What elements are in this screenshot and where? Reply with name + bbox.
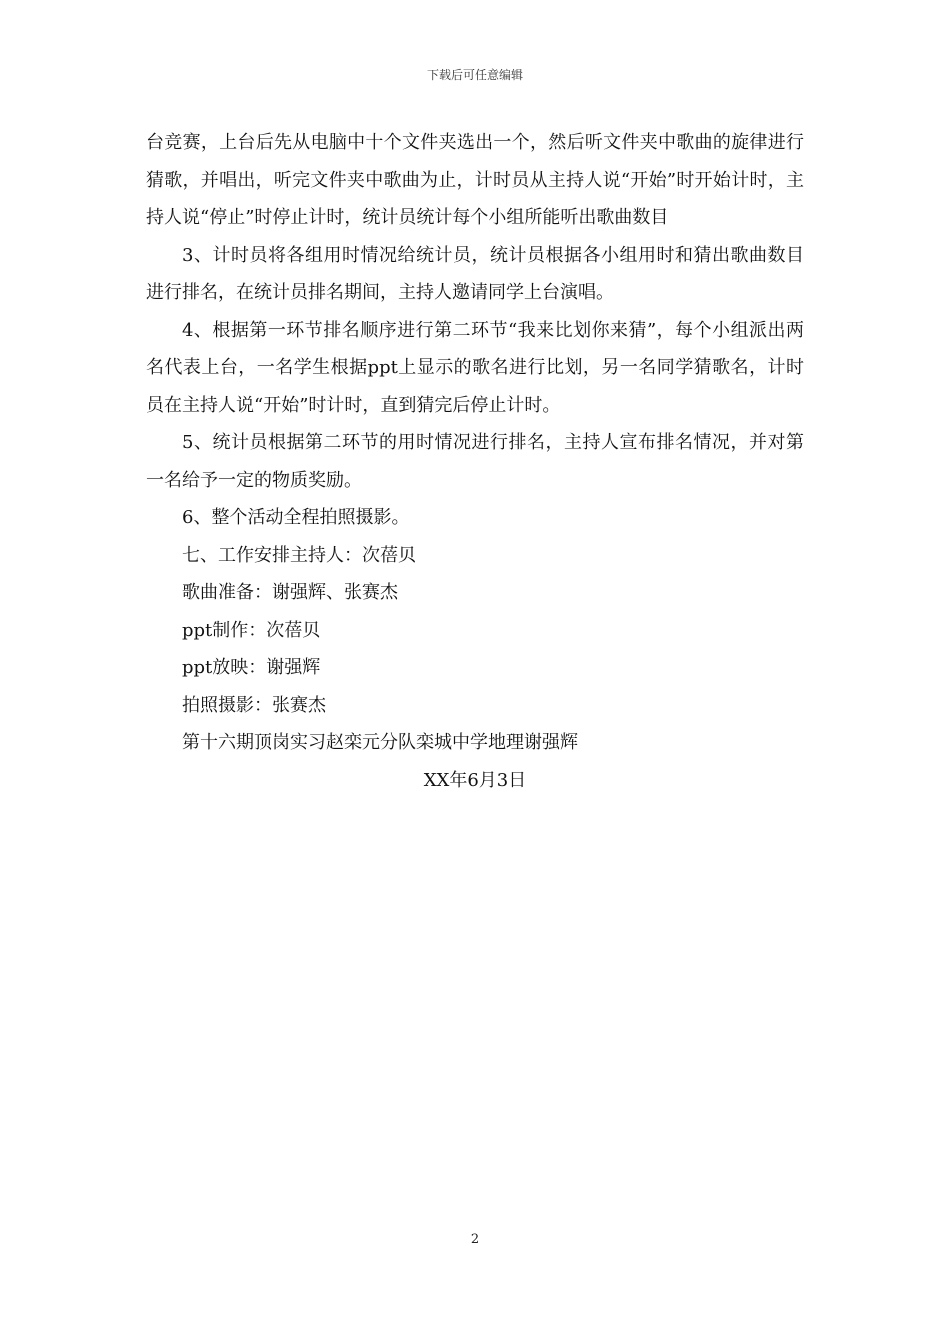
date-line: XX年6月3日 bbox=[423, 769, 527, 791]
section-work-arrangement: 七、工作安排主持人：次蓓贝 bbox=[182, 544, 416, 566]
line-ppt-playback: ppt放映：谢强辉 bbox=[182, 657, 321, 678]
paragraph-step-6: 6、整个活动全程拍照摄影。 bbox=[182, 507, 410, 528]
page-header: 下载后可任意编辑 bbox=[426, 68, 523, 82]
page-number: 2 bbox=[470, 1232, 480, 1247]
signature-line: 第十六期顶岗实习赵栾元分队栾城中学地理谢强辉 bbox=[182, 732, 578, 753]
paragraph-step-3: 3、计时员将各组用时情况给统计员，统计员根据各小组用时和猜出歌曲数目进行排名，在统计员排名期间，主持人邀请同学上台演唱。 bbox=[146, 244, 804, 303]
document-body bbox=[146, 124, 804, 799]
line-ppt-production: ppt制作：次蓓贝 bbox=[182, 619, 321, 641]
line-photography: 拍照摄影：张赛杰 bbox=[182, 694, 326, 716]
paragraph-step-4: 4、根据第一环节排名顺序进行第二环节“我来比划你来猜”，每个小组派出两名代表上台，一名学生根据ppt上显示的歌名进行比划，另一名同学猜歌名，计时员在主持人说“开始”时计时，直到猜完后停止计时。 bbox=[146, 319, 804, 416]
paragraph-step-5: 5、统计员根据第二环节的用时情况进行排名，主持人宣布排名情况，并对第一名给予一定的物质奖励。 bbox=[146, 432, 804, 491]
paragraph-continuation: 台竞赛，上台后先从电脑中十个文件夹选出一个，然后听文件夹中歌曲的旋律进行猜歌，并唱出，听完文件夹中歌曲为止，计时员从主持人说“开始”时开始计时，主持人说“停止”时停止计时，统计员统计每个小组所能听出歌曲数目 bbox=[146, 132, 804, 228]
line-song-preparation: 歌曲准备：谢强辉、张赛杰 bbox=[182, 582, 398, 603]
